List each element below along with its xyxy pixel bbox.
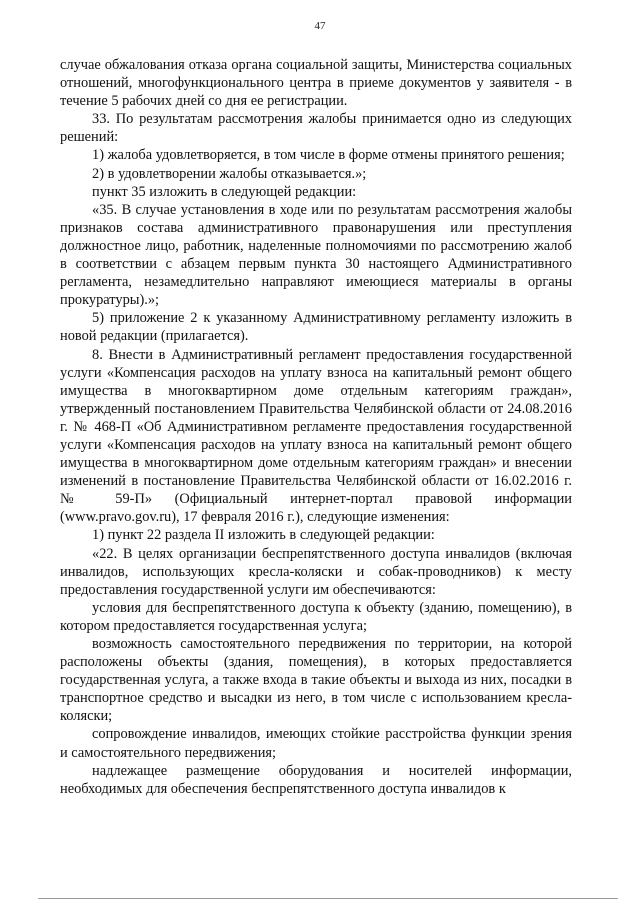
paragraph: 8. Внести в Административный регламент предоставления государственной услуги «Компенсация расходов на уплату взноса на капитальный ремонт общего имущества в многоквартирном доме отдельным категориям граждан», утвержденный постановлением Правительства Челябинской области от 24.08.2016 г. № 468-П «Об Административном регламенте предоставления государственной услуги «Компенсация расходов на уплату взноса на капитальный ремонт общего имущества в многоквартирном доме отдельным категориям граждан» и внесении изменений в постановление Правительства Челябинской области от 16.02.2016 г. № 59-П» (Официальный интернет-портал правовой информации (www.pravo.gov.ru), 17 февраля 2016 г.), следующие изменения: — [60, 346, 572, 526]
paragraph: сопровождение инвалидов, имеющих стойкие расстройства функции зрения и самостоятельного передвижения; — [60, 726, 572, 761]
paragraph: надлежащее размещение оборудования и носителей информации, необходимых для обеспечения беспрепятственного доступа инвалидов к — [60, 762, 572, 797]
paragraph: 33. По результатам рассмотрения жалобы принимается одно из следующих решений: — [60, 111, 572, 146]
paragraph: «22. В целях организации беспрепятственного доступа инвалидов (включая инвалидов, использующих кресла-коляски и собак-проводников) к месту предоставления государственной услуги им обеспечиваются: — [60, 545, 572, 598]
page-number: 47 — [314, 20, 326, 32]
paragraph: 1) жалоба удовлетворяется, в том числе в форме отмены принятого решения; — [92, 147, 565, 164]
paragraph: 1) пункт 22 раздела II изложить в следующей редакции: — [92, 527, 435, 544]
paragraph: «35. В случае установления в ходе или по результатам рассмотрения жалобы признаков состава административного правонарушения или преступления должностное лицо, работник, наделенные полномочиями по рассмотрению жалоб в соответствии с абзацем первым пункта 30 настоящего Административного регламента, незамедлительно направляют имеющиеся материалы в органы прокуратуры).»; — [60, 201, 572, 309]
document-body — [60, 56, 572, 798]
paragraph: 5) приложение 2 к указанному Административному регламенту изложить в новой редакции (прилагается). — [60, 310, 572, 345]
page-bottom-rule — [38, 898, 618, 899]
paragraph: пункт 35 изложить в следующей редакции: — [92, 183, 357, 200]
paragraph: условия для беспрепятственного доступа к объекту (зданию, помещению), в котором предоставляется государственная услуга; — [60, 599, 572, 634]
paragraph: возможность самостоятельного передвижения по территории, на которой расположены объекты (здания, помещения), в которых предоставляется государственная услуга, а также входа в такие объекты и выхода из них, посадки в транспортное средство и высадки из него, в том числе с использованием кресла-коляски; — [60, 636, 572, 725]
paragraph: 2) в удовлетворении жалобы отказывается.»; — [92, 165, 367, 182]
paragraph: случае обжалования отказа органа социальной защиты, Министерства социальных отношений, многофункционального центра в приеме документов у заявителя - в течение 5 рабочих дней со дня ее регистрации. — [60, 57, 572, 110]
